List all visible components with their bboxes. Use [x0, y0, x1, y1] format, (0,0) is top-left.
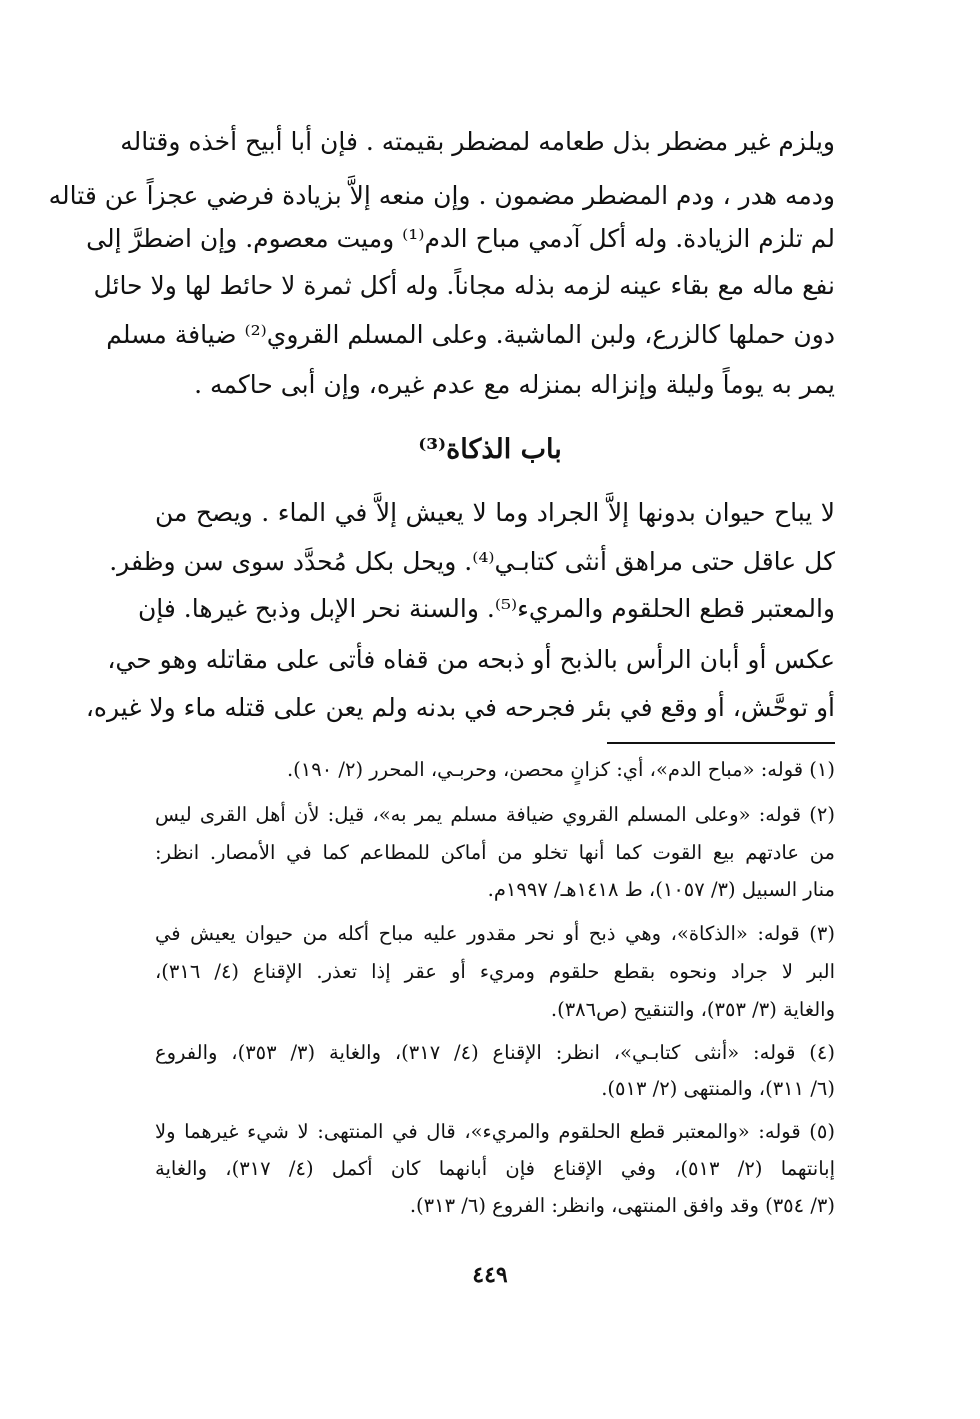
- footnote-line: والغاية (٣/ ٣٥٣)، والتنقيح (ص٣٨٦).: [550, 998, 835, 1021]
- footnote-line: البر لا جراد ونحوه بقطع حلقوم ومريء أو عقر إذا تعذر. الإقناع (٤/ ٣١٦)،: [155, 960, 835, 983]
- footnote-separator: [607, 742, 835, 744]
- footnote-line: (١) قوله: «مباح الدم»، أي: كزانٍ محصن، وحربـي، المحرر (٢/ ١٩٠).: [286, 758, 835, 781]
- body-text-line: نفع ماله مع بقاء عينه لزمه بذله مجاناً. وله أكل ثمرة لا حائط لها ولا حائل: [93, 271, 835, 300]
- footnote-line: من عادتهم بيع القوت كما أنها تخلو من أماكن للمطاعم كما في الأمصار. انظر:: [155, 841, 835, 864]
- body-text-line: أو توحَّش، أو وقع في بئر فجرحه في بدنه ولم يعن على قتله ماء ولا غيره،: [85, 693, 835, 722]
- body-text-line: لم تلزم الزيادة. وله أكل آدمي مباح الدم⁽¹⁾ وميت معصوم. وإن اضطرَّ إلى: [86, 224, 835, 253]
- body-text-line: دون حملها كالزرع، ولبن الماشية. وعلى المسلم القروي⁽²⁾ ضيافة مسلم: [106, 320, 835, 349]
- body-text-line: ودمه هدر ، ودم المضطر مضمون . وإن منعه إلاَّ بزيادة فرضي عجزاً عن قتاله: [48, 181, 835, 210]
- footnote-line: (٣/ ٣٥٤) وقد وافق المنتهى، وانظر: الفروع (٦/ ٣١٣).: [409, 1194, 835, 1217]
- footnote-line: (٥) قوله: «والمعتبر قطع الحلقوم والمريء»، قال في المنتهى: لا شيء غيرهما ولا: [155, 1120, 835, 1143]
- body-text-line: لا يباح حيوان بدونها إلاَّ الجراد وما لا يعيش إلاَّ في الماء . ويصح من: [155, 498, 835, 527]
- body-text-line: يمر به يوماً وليلة وإنزاله بمنزله مع عدم غيره، وإن أبى حاكمه .: [194, 370, 835, 399]
- footnote-line: إبانتهما (٢/ ٥١٣)، وفي الإقناع فإن أبانهما كان أكمل (٤/ ٣١٧)، والغاية: [155, 1157, 836, 1180]
- footnote-line: (٢) قوله: «وعلى المسلم القروي ضيافة مسلم يمر به»، قيل: لأن أهل القرى ليس: [155, 803, 835, 826]
- footnote-line: (٤) قوله: «أنثى كتابـي»، انظر: الإقناع (٤/ ٣١٧)، والغاية (٣/ ٣٥٣)، والفروع: [155, 1041, 835, 1064]
- body-text-line: كل عاقل حتى مراهق أنثى كتابـي⁽⁴⁾. ويحل بكل مُحدَّد سوى سن وظفر.: [109, 547, 835, 576]
- body-text-line: والمعتبر قطع الحلقوم والمريء⁽⁵⁾. والسنة نحر الإبل وذبح غيرها. فإن: [137, 594, 835, 623]
- footnote-line: منار السبيل (٣/ ١٠٥٧)، ط ١٤١٨هـ/ ١٩٩٧م.: [487, 878, 835, 901]
- body-text-line: عكس أو أبان الرأس بالذبح أو ذبحه من قفاه فأتى على مقاتله وهو حي،: [107, 645, 835, 674]
- body-text-line: ويلزم غير مضطر بذل طعامه لمضطر بقيمته . فإن أبا أبيح أخذه وقتاله: [120, 127, 835, 156]
- page-number: ٤٤٩: [472, 1262, 508, 1288]
- footnote-line: (٣) قوله: «الذكاة»، وهي ذبح أو نحر مقدور عليه مباح أكله من حيوان يعيش في: [155, 922, 835, 945]
- chapter-heading: باب الذكاة⁽³⁾: [418, 434, 562, 465]
- footnote-line: (٦/ ٣١١)، والمنتهى (٢/ ٥١٣).: [601, 1077, 835, 1100]
